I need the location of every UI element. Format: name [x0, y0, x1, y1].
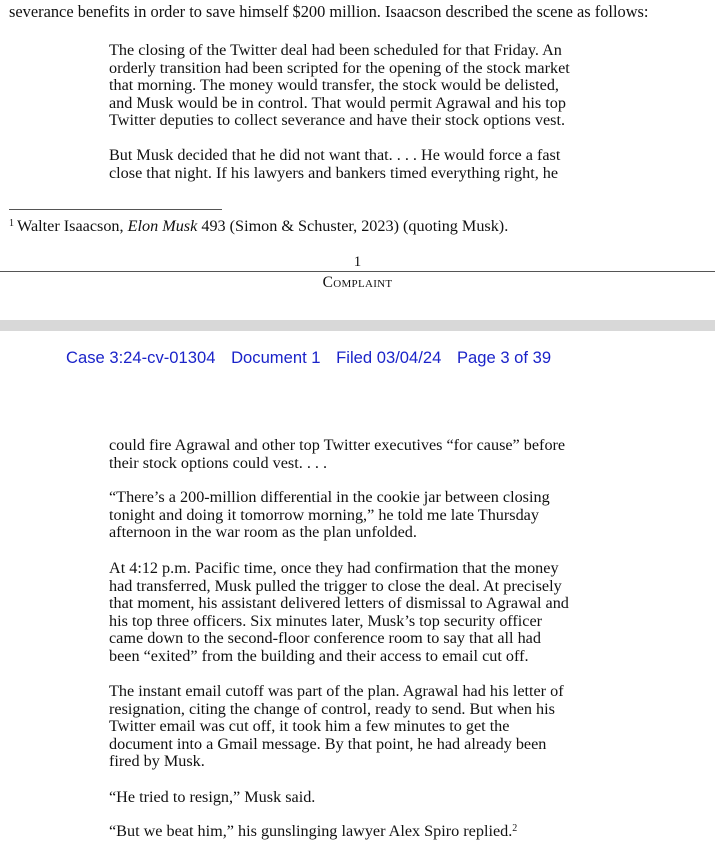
text-line: The instant email cutoff was part of the plan. Agrawal had his letter of [109, 682, 564, 700]
text-line: tonight and doing it tomorrow morning,” he told me late Thursday [109, 505, 539, 524]
footnote-reference[interactable]: 2 [512, 823, 518, 834]
filed-date: Filed 03/04/24 [336, 348, 442, 367]
block-quote-paragraph [109, 147, 629, 182]
document-number: Document 1 [231, 348, 321, 367]
text-line: The closing of the Twitter deal had been scheduled for that Friday. An [109, 41, 562, 59]
text-line: and Musk would be in control. That would permit Agrawal and his top [109, 93, 566, 112]
text-line: fired by Musk. [109, 752, 205, 771]
page-break-gap [0, 320, 715, 331]
quote-text: “But we beat him,” his gunslinging lawyer Alex Spiro replied. [109, 822, 513, 840]
text-line: resignation, citing the change of control, ready to send. But when his [109, 699, 555, 718]
case-header [66, 348, 562, 368]
text-line: could fire Agrawal and other top Twitter executives “for cause” before [109, 436, 566, 454]
footnote-marker: 1 [9, 218, 14, 229]
text-line: “There’s a 200-million differential in the cookie jar between closing [109, 488, 550, 506]
block-quote-paragraph [109, 683, 629, 771]
footer-divider [0, 271, 715, 272]
block-quote-paragraph [109, 560, 629, 666]
block-quote-paragraph [109, 42, 629, 130]
text-line: came down to the second-floor conference room to say that all had [109, 629, 541, 648]
page-indicator: Page 3 of 39 [456, 348, 552, 367]
footnote-citation-rest: 493 (Simon & Schuster, 2023) (quoting Musk). [197, 217, 509, 235]
document-page-upper [0, 0, 715, 318]
text-line: their stock options could vest. . . . [109, 453, 328, 472]
footnote [9, 216, 508, 236]
text-line: close that night. If his lawyers and bankers timed everything right, he [109, 163, 559, 182]
block-quote-paragraph [109, 489, 629, 542]
case-number: Case 3:24-cv-01304 [66, 348, 216, 367]
body-text-lead-line: severance benefits in order to save himself $200 million. Isaacson described the scene as follows: [9, 2, 649, 21]
footnote-citation-author: Walter Isaacson, [17, 217, 128, 235]
text-line [109, 823, 629, 841]
block-quote-paragraph [109, 789, 629, 807]
text-line: “He tried to resign,” Musk said. [109, 788, 316, 806]
text-line: that moment, his assistant delivered letters of dismissal to Agrawal and [109, 594, 569, 613]
text-line: Twitter deputies to collect severance and have their stock options vest. [109, 111, 566, 130]
text-line: had transferred, Musk pulled the trigger to close the deal. At precisely [109, 576, 562, 595]
footnote-separator [9, 209, 222, 210]
text-line: that morning. The money would transfer, the stock would be delisted, [109, 76, 559, 95]
text-line: orderly transition had been scripted for the opening of the stock market [109, 58, 570, 77]
text-line: afternoon in the war room as the plan unfolded. [109, 523, 417, 542]
text-line: his top three officers. Six minutes later, Musk’s top security officer [109, 611, 543, 630]
text-line: document into a Gmail message. By that point, he had already been [109, 734, 547, 753]
text-line: But Musk decided that he did not want that. . . . He would force a fast [109, 146, 561, 164]
block-quote-paragraph [109, 823, 629, 841]
text-line: At 4:12 p.m. Pacific time, once they had confirmation that the money [109, 559, 559, 577]
page-number: 1 [353, 254, 362, 270]
block-quote-paragraph [109, 437, 629, 472]
text-line: Twitter email was cut off, it took him a few minutes to get the [109, 717, 510, 736]
footnote-book-title: Elon Musk [127, 217, 198, 235]
text-line: been “exited” from the building and their access to email cut off. [109, 646, 529, 665]
footer-document-label: Complaint [322, 274, 393, 291]
